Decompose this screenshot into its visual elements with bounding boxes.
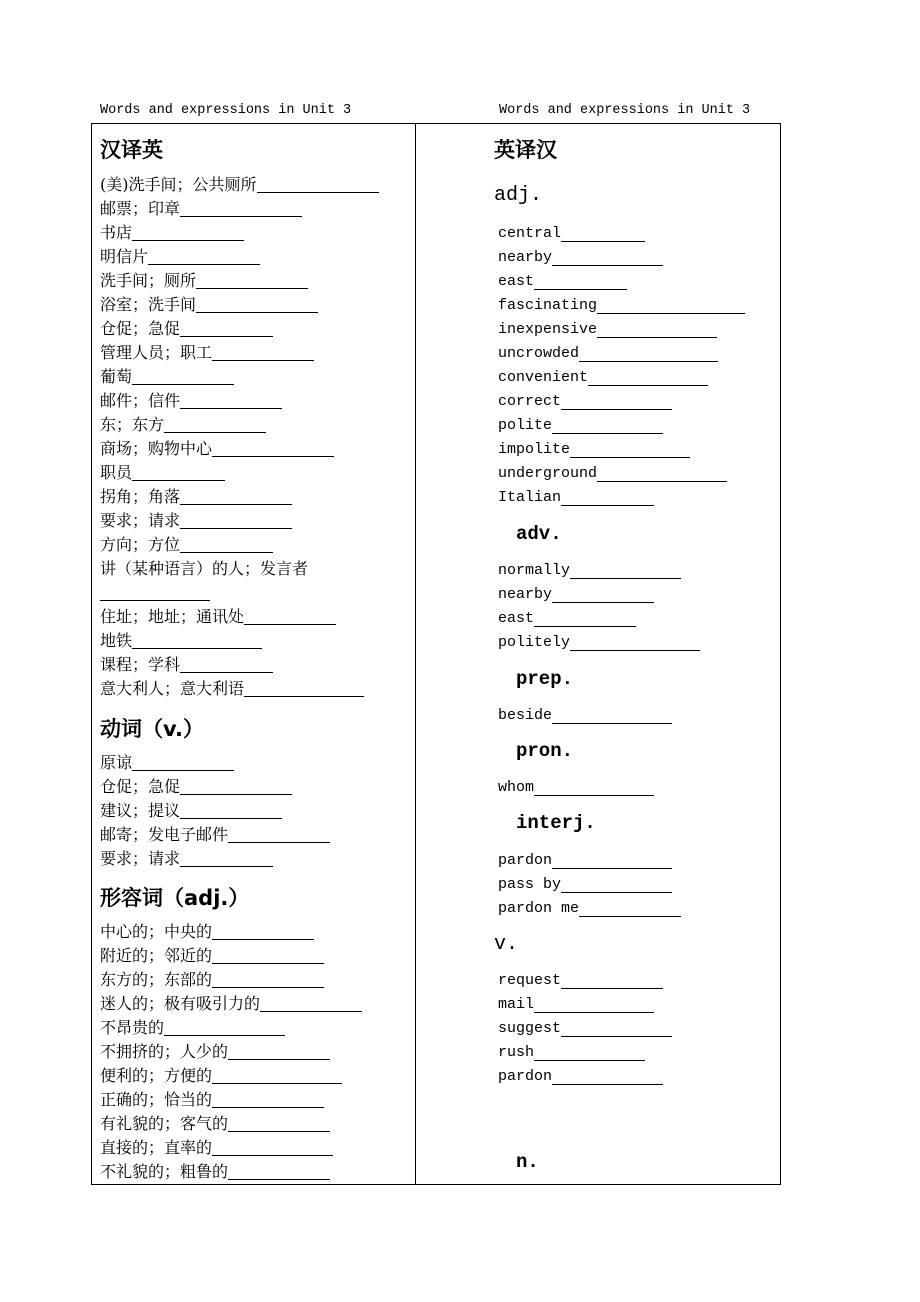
list-item: 方向；方位 <box>100 532 273 556</box>
answer-blank[interactable] <box>180 319 273 337</box>
list-item: 课程；学科 <box>100 652 273 676</box>
list-item: 迷人的；极有吸引力的 <box>100 991 362 1015</box>
answer-blank[interactable] <box>228 825 330 843</box>
answer-blank[interactable] <box>100 583 210 601</box>
answer-blank[interactable] <box>552 585 654 603</box>
answer-blank[interactable] <box>180 487 292 505</box>
list-item: nearby <box>498 582 654 606</box>
list-item: nearby <box>498 245 663 269</box>
list-item: 讲（某种语言）的人；发言者 <box>100 559 309 578</box>
answer-blank[interactable] <box>228 1114 330 1132</box>
answer-blank[interactable] <box>212 1090 324 1108</box>
list-item: 意大利人；意大利语 <box>100 676 364 700</box>
answer-blank[interactable] <box>164 415 266 433</box>
list-item: 商场；购物中心 <box>100 436 334 460</box>
answer-blank[interactable] <box>180 849 273 867</box>
list-item: (美)洗手间；公共厕所 <box>100 172 379 196</box>
list-item: normally <box>498 558 681 582</box>
adj-section-title: 形容词（adj.） <box>100 886 250 910</box>
list-item: Italian <box>498 485 654 509</box>
answer-blank[interactable] <box>561 1019 672 1037</box>
list-item: beside <box>498 703 672 727</box>
header-left: Words and expressions in Unit 3 <box>100 103 352 118</box>
answer-blank[interactable] <box>561 971 663 989</box>
list-item: 东；东方 <box>100 412 266 436</box>
list-item: 要求；请求 <box>100 846 273 870</box>
list-item: 葡萄 <box>100 364 234 388</box>
answer-blank[interactable] <box>570 440 690 458</box>
adv-section-title: adv. <box>516 523 562 545</box>
list-item: whom <box>498 775 654 799</box>
list-item: underground <box>498 461 727 485</box>
answer-blank[interactable] <box>579 899 681 917</box>
answer-blank[interactable] <box>552 416 663 434</box>
verb-section-title: 动词（v.） <box>100 717 204 741</box>
list-item: 附近的；邻近的 <box>100 943 324 967</box>
answer-blank[interactable] <box>260 994 362 1012</box>
answer-blank[interactable] <box>561 488 654 506</box>
answer-blank[interactable] <box>196 295 318 313</box>
list-item: pardon <box>498 848 672 872</box>
list-item: 正确的；恰当的 <box>100 1087 324 1111</box>
header-right: Words and expressions in Unit 3 <box>499 103 751 118</box>
list-item: 不昂贵的 <box>100 1015 285 1039</box>
answer-blank[interactable] <box>212 343 314 361</box>
answer-blank[interactable] <box>180 777 292 795</box>
list-item: 仓促；急促 <box>100 316 273 340</box>
adj-section-title: adj. <box>494 184 543 207</box>
list-item: correct <box>498 389 672 413</box>
list-item: pardon me <box>498 896 681 920</box>
answer-blank[interactable] <box>132 631 262 649</box>
left-title: 汉译英 <box>100 138 163 162</box>
answer-blank[interactable] <box>132 463 225 481</box>
v-section-title: v. <box>494 933 519 956</box>
n-section-title: n. <box>516 1151 539 1173</box>
answer-blank[interactable] <box>196 271 308 289</box>
list-item: 有礼貌的；客气的 <box>100 1111 330 1135</box>
answer-blank[interactable] <box>534 1043 645 1061</box>
list-item-continuation <box>100 580 210 604</box>
list-item: fascinating <box>498 293 745 317</box>
answer-blank[interactable] <box>180 535 273 553</box>
list-item: mail <box>498 992 654 1016</box>
answer-blank[interactable] <box>561 224 645 242</box>
answer-blank[interactable] <box>180 391 282 409</box>
list-item: request <box>498 968 663 992</box>
answer-blank[interactable] <box>534 778 654 796</box>
answer-blank[interactable] <box>588 368 708 386</box>
list-item: suggest <box>498 1016 672 1040</box>
list-item: 东方的；东部的 <box>100 967 324 991</box>
list-item: 邮件；信件 <box>100 388 282 412</box>
list-item: 洗手间；厕所 <box>100 268 308 292</box>
list-item: 住址；地址；通讯处 <box>100 604 336 628</box>
answer-blank[interactable] <box>552 248 663 266</box>
list-item: east <box>498 606 636 630</box>
list-item: uncrowded <box>498 341 718 365</box>
answer-blank[interactable] <box>212 922 314 940</box>
answer-blank[interactable] <box>212 946 324 964</box>
list-item: inexpensive <box>498 317 717 341</box>
list-item: politely <box>498 630 700 654</box>
answer-blank[interactable] <box>180 199 302 217</box>
answer-blank[interactable] <box>552 851 672 869</box>
answer-blank[interactable] <box>552 1067 663 1085</box>
answer-blank[interactable] <box>228 1042 330 1060</box>
list-item: 拐角；角落 <box>100 484 292 508</box>
list-item: 明信片 <box>100 244 260 268</box>
answer-blank[interactable] <box>597 464 727 482</box>
answer-blank[interactable] <box>561 392 672 410</box>
list-item: convenient <box>498 365 708 389</box>
list-item: 原谅 <box>100 750 234 774</box>
list-item: 中心的；中央的 <box>100 919 314 943</box>
list-item: 书店 <box>100 220 244 244</box>
answer-blank[interactable] <box>212 439 334 457</box>
answer-blank[interactable] <box>552 706 672 724</box>
list-item: 职员 <box>100 460 225 484</box>
answer-blank[interactable] <box>570 561 681 579</box>
answer-blank[interactable] <box>257 175 379 193</box>
list-item: pardon <box>498 1064 663 1088</box>
answer-blank[interactable] <box>132 753 234 771</box>
column-divider <box>415 123 416 1185</box>
list-item: polite <box>498 413 663 437</box>
answer-blank[interactable] <box>164 1018 285 1036</box>
answer-blank[interactable] <box>534 609 636 627</box>
list-item: 便利的；方便的 <box>100 1063 342 1087</box>
answer-blank[interactable] <box>132 367 234 385</box>
list-item: impolite <box>498 437 690 461</box>
answer-blank[interactable] <box>212 970 324 988</box>
list-item: 直接的；直率的 <box>100 1135 333 1159</box>
list-item: rush <box>498 1040 645 1064</box>
list-item: 要求；请求 <box>100 508 292 532</box>
answer-blank[interactable] <box>570 633 700 651</box>
answer-blank[interactable] <box>180 511 292 529</box>
right-title: 英译汉 <box>494 138 557 162</box>
answer-blank[interactable] <box>534 272 627 290</box>
list-item: east <box>498 269 627 293</box>
answer-blank[interactable] <box>180 801 282 819</box>
prep-section-title: prep. <box>516 668 574 690</box>
interj-section-title: interj. <box>516 812 596 834</box>
answer-blank[interactable] <box>597 320 717 338</box>
pron-section-title: pron. <box>516 740 574 762</box>
answer-blank[interactable] <box>244 607 336 625</box>
list-item: 不拥挤的；人少的 <box>100 1039 330 1063</box>
answer-blank[interactable] <box>132 223 244 241</box>
answer-blank[interactable] <box>561 875 672 893</box>
list-item: 仓促；急促 <box>100 774 292 798</box>
answer-blank[interactable] <box>180 655 273 673</box>
answer-blank[interactable] <box>597 296 745 314</box>
answer-blank[interactable] <box>212 1066 342 1084</box>
answer-blank[interactable] <box>534 995 654 1013</box>
list-item: 地铁 <box>100 628 262 652</box>
list-item: central <box>498 221 645 245</box>
answer-blank[interactable] <box>579 344 718 362</box>
answer-blank[interactable] <box>148 247 260 265</box>
answer-blank[interactable] <box>228 1162 330 1180</box>
list-item: 浴室；洗手间 <box>100 292 318 316</box>
list-item: 不礼貌的；粗鲁的 <box>100 1159 330 1183</box>
list-item: pass by <box>498 872 672 896</box>
list-item: 邮票；印章 <box>100 196 302 220</box>
list-item: 邮寄；发电子邮件 <box>100 822 330 846</box>
list-item: 建议；提议 <box>100 798 282 822</box>
list-item: 管理人员；职工 <box>100 340 314 364</box>
answer-blank[interactable] <box>212 1138 333 1156</box>
answer-blank[interactable] <box>244 679 364 697</box>
